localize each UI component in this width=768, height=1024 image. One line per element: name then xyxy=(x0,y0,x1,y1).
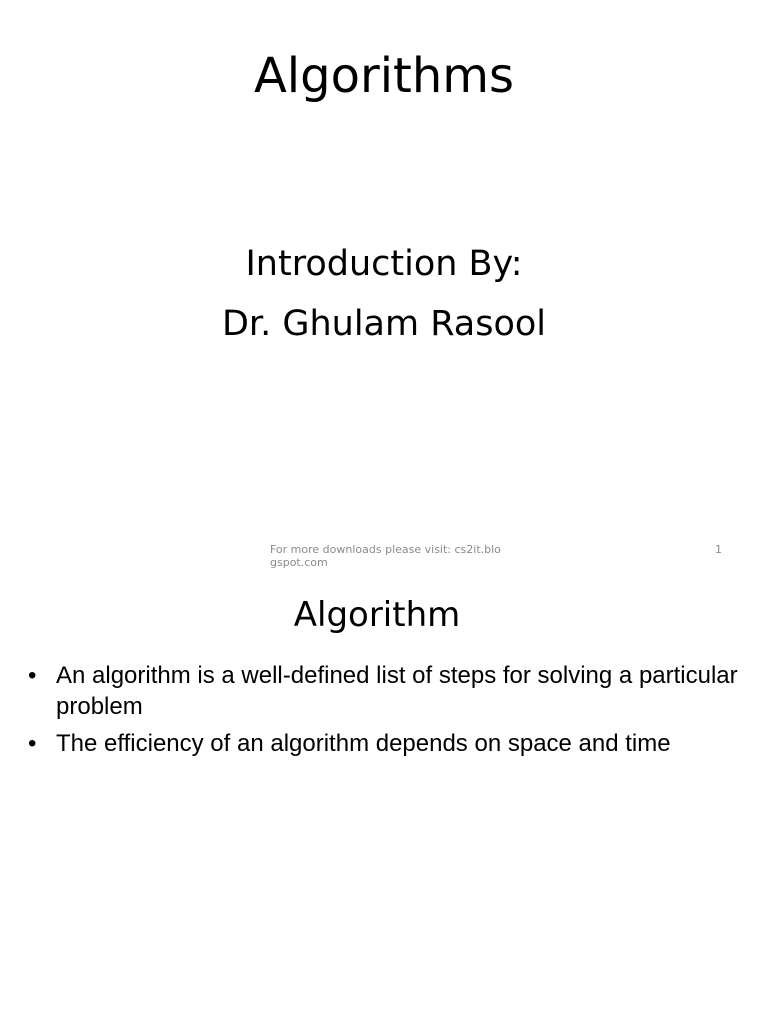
slide-title: Algorithm xyxy=(293,595,461,635)
footer-text: For more downloads please visit: cs2it.blogspot.com xyxy=(270,543,501,569)
bullet-item xyxy=(28,728,748,759)
bullet-list xyxy=(28,660,748,765)
bullet-icon: • xyxy=(28,730,37,757)
slide-2 xyxy=(0,576,768,1024)
bullet-item xyxy=(28,660,748,722)
page-number: 1 xyxy=(715,543,722,556)
subtitle-introduction: Introduction By: xyxy=(245,244,523,284)
bullet-icon: • xyxy=(28,662,37,689)
bullet-text: An algorithm is a well-defined list of steps for solving a particular problem xyxy=(56,662,738,720)
slide-title: Algorithms xyxy=(253,48,515,104)
bullet-text: The efficiency of an algorithm depends on space and time xyxy=(56,730,671,757)
subtitle-author: Dr. Ghulam Rasool xyxy=(221,304,547,344)
